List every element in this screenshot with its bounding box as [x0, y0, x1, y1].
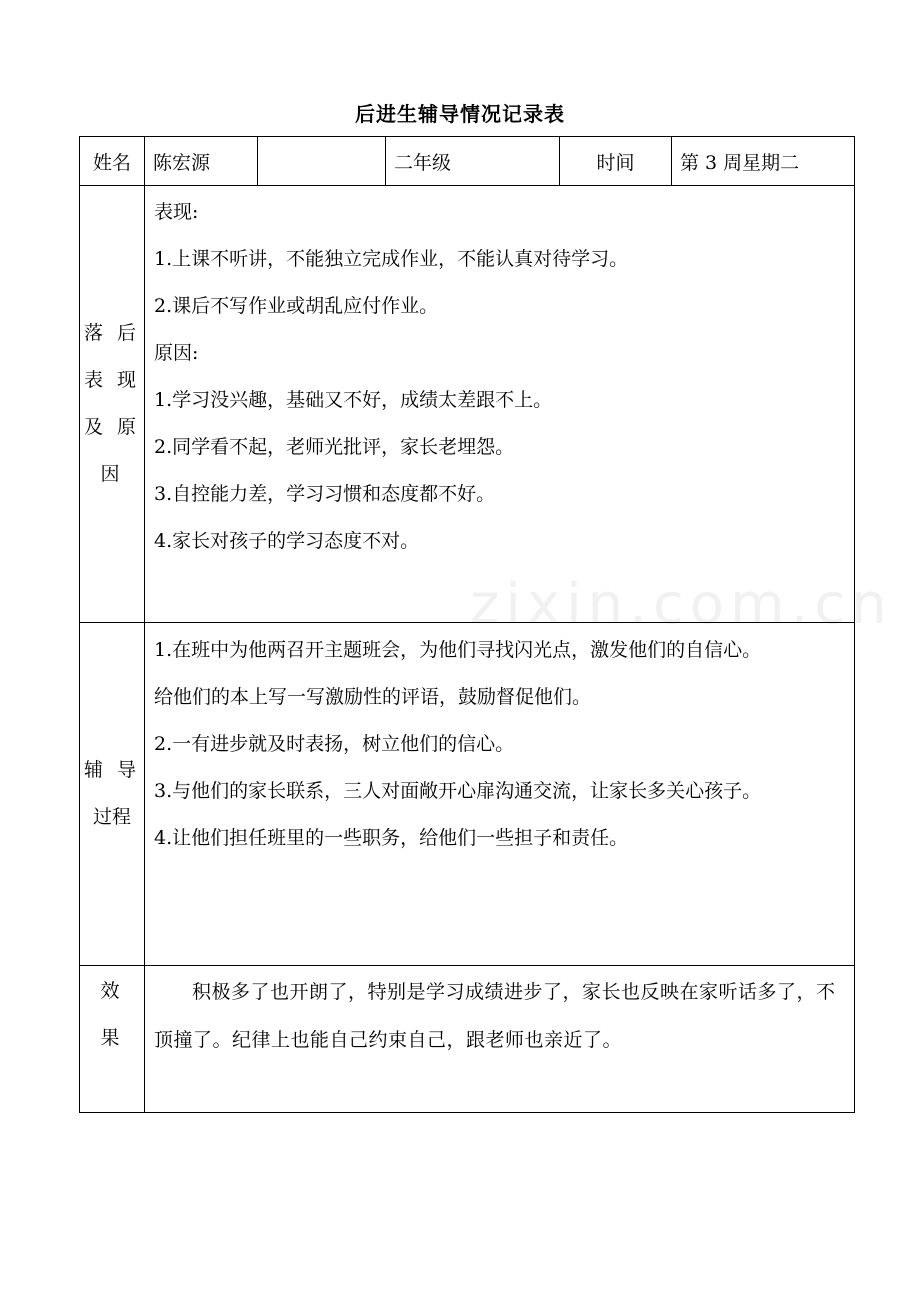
- behavior-content: [145, 186, 855, 623]
- behavior-line: 4.家长对孩子的学习态度不对。: [154, 530, 420, 552]
- behavior-row: [80, 186, 855, 623]
- name-label: 姓名: [80, 137, 145, 186]
- behavior-label-line: 表 现: [83, 369, 141, 391]
- effect-content: [145, 966, 855, 1113]
- tutoring-content: [145, 623, 855, 966]
- tutoring-line: 给他们的本上写一写激励性的评语，鼓励督促他们。: [154, 686, 592, 708]
- effect-label: [80, 966, 145, 1113]
- watermark: zixin.com.cn: [470, 572, 893, 637]
- tutoring-line: 3.与他们的家长联系，三人对面敞开心扉沟通交流，让家长多关心孩子。: [154, 780, 762, 802]
- behavior-line: 3.自控能力差，学习习惯和态度都不好。: [154, 483, 496, 505]
- behavior-line: 原因:: [154, 342, 199, 364]
- tutoring-label: [80, 623, 145, 966]
- behavior-line: 2.课后不写作业或胡乱应付作业。: [154, 295, 439, 317]
- tutoring-line: 1.在班中为他两召开主题班会，为他们寻找闪光点，激发他们的自信心。: [154, 639, 762, 661]
- effect-text: 积极多了也开朗了，特别是学习成绩进步了，家长也反映在家听话多了，不顶撞了。纪律上也能自己约束自己，跟老师也亲近了。: [154, 981, 836, 1051]
- time-label: 时间: [560, 137, 672, 186]
- grade-value: 二年级: [386, 137, 560, 186]
- name-value: 陈宏源: [145, 137, 258, 186]
- behavior-label: [80, 186, 145, 623]
- time-value: 第 3 周星期二: [672, 137, 855, 186]
- behavior-line: 2.同学看不起，老师光批评，家长老埋怨。: [154, 436, 515, 458]
- blank-cell: [258, 137, 386, 186]
- behavior-label-line: 及 原: [83, 416, 141, 438]
- effect-label-line: 效: [100, 980, 124, 1002]
- tutoring-row: [80, 623, 855, 966]
- tutoring-label-line: 辅 导: [83, 759, 141, 781]
- tutoring-label-line: 过程: [92, 806, 131, 828]
- header-row: [80, 137, 855, 186]
- effect-row: [80, 966, 855, 1113]
- effect-label-line: 果: [100, 1027, 124, 1049]
- behavior-line: 1.上课不听讲，不能独立完成作业，不能认真对待学习。: [154, 248, 629, 270]
- tutoring-line: 4.让他们担任班里的一些职务，给他们一些担子和责任。: [154, 827, 629, 849]
- behavior-line: 表现:: [154, 201, 199, 223]
- behavior-label-line: 因: [100, 463, 124, 485]
- behavior-line: 1.学习没兴趣，基础又不好，成绩太差跟不上。: [154, 389, 553, 411]
- page-title: 后进生辅导情况记录表: [355, 102, 565, 126]
- tutoring-line: 2.一有进步就及时表扬，树立他们的信心。: [154, 733, 515, 755]
- record-table: [79, 136, 855, 1113]
- behavior-label-line: 落 后: [83, 322, 141, 344]
